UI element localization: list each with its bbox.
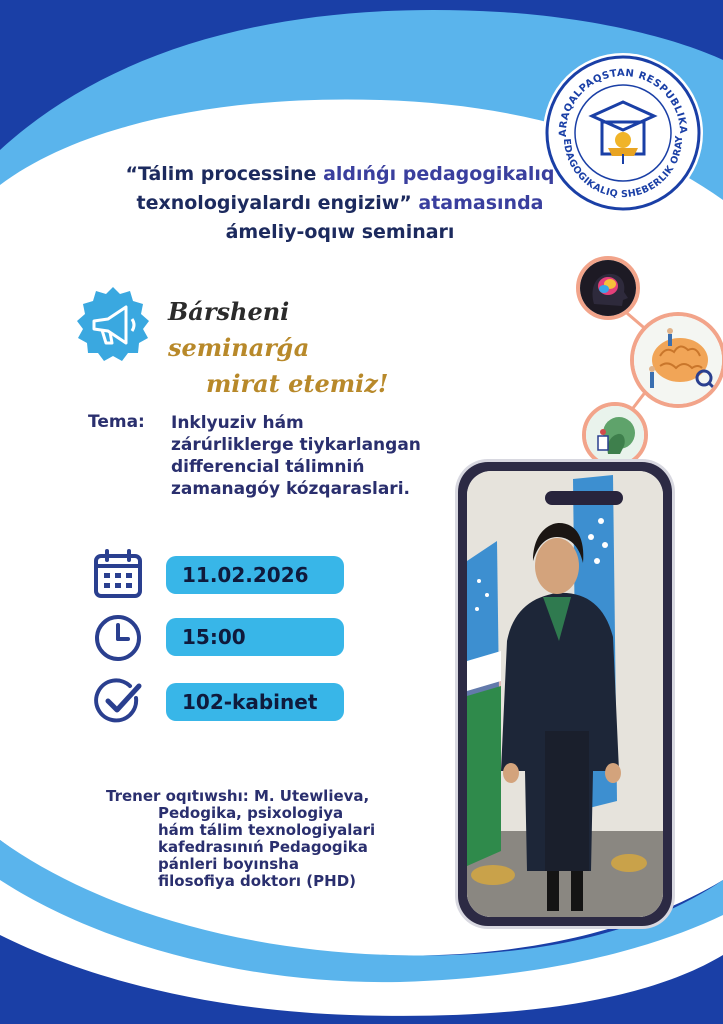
- invite-word1: Bársheni: [168, 297, 290, 326]
- trainer-line2: Pedogika, psixologiya: [158, 804, 344, 822]
- trainer-line1: Trener oqıtıwshı: M. Utewlieva,: [106, 787, 370, 805]
- title-part3: texnologiyalardı engiziw”: [136, 192, 412, 214]
- trainer-line3: hám tálim texnologiyalari: [158, 821, 376, 839]
- seminar-title: [60, 160, 620, 247]
- trainer-line4: kafedrasınıń Pedagogika: [158, 838, 368, 856]
- date-pill: 11.02.2026: [166, 556, 344, 594]
- phone-frame: [458, 462, 672, 926]
- topic-line3: differencial tálimniń: [171, 457, 365, 477]
- calendar-icon: [92, 548, 144, 600]
- trainer-line6: filosofiya doktorı (PHD): [158, 872, 357, 890]
- title-part2: aldıńǵı pedagogikalıq: [323, 163, 555, 185]
- clock-icon: [92, 612, 144, 664]
- phone-notch: [545, 491, 623, 505]
- topic-label: Tema:: [88, 412, 145, 432]
- title-part4: atamasında: [411, 192, 544, 214]
- topic-line1: Inklyuziv hám: [171, 413, 304, 433]
- topic-line2: zárúrliklerge tiykarlangan: [171, 435, 421, 455]
- trainer-photo: [467, 471, 663, 917]
- learning-image: [582, 402, 648, 468]
- brain-image: [576, 256, 640, 320]
- title-part5: ámeliy-oqıw seminarı: [225, 221, 455, 243]
- title-part1: “Tálim processine: [125, 163, 324, 185]
- megaphone-icon: [72, 285, 154, 367]
- time-pill: 15:00: [166, 618, 344, 656]
- room-pill: 102-kabinet: [166, 683, 344, 721]
- topic-line4: zamanagóy kózqaraslari.: [171, 479, 410, 499]
- topic-text: [171, 412, 471, 500]
- invite-word2: seminarǵa: [168, 333, 310, 362]
- invite-line2: mirat etemiz!: [206, 369, 389, 398]
- trainer-info: [106, 788, 416, 890]
- brain-icon: [630, 312, 723, 408]
- check-circle-icon: [92, 676, 144, 728]
- svg-text:QARAQALPAQSTAN RESPUBLIKASI: ARAQALPAQSTAN RESPUBLIKA: [557, 67, 689, 138]
- trainer-line5: pánleri boyınsha: [158, 855, 299, 873]
- invitation-text: [168, 294, 428, 402]
- svg-text:PEDAGOGIKALIQ SHEBERLIK ORAYI: EDAGOGIKALIQ SHEBERLIK ORAY: [560, 135, 686, 201]
